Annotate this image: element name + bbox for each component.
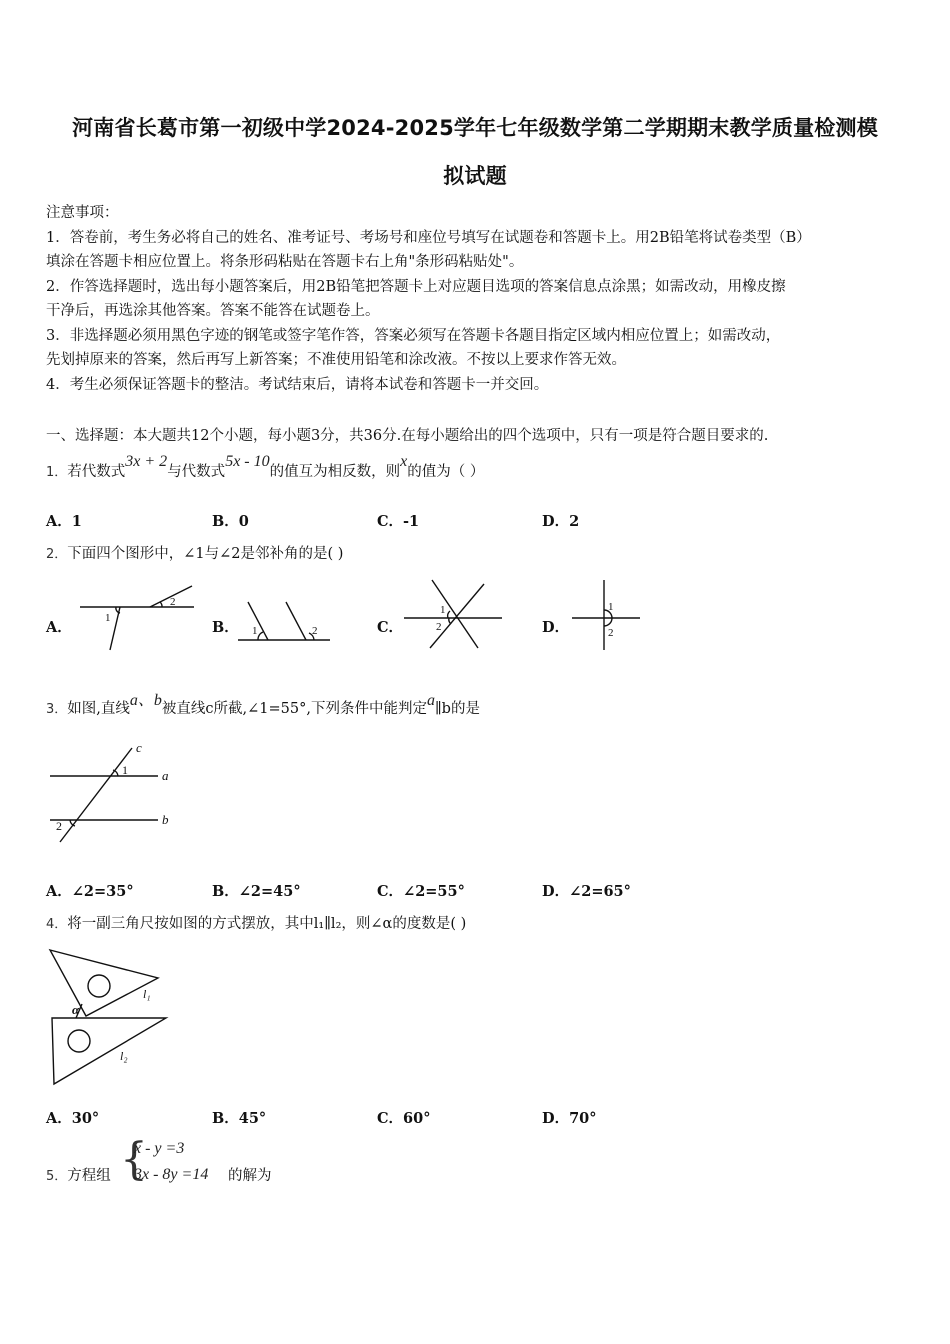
question-number: 3． bbox=[46, 702, 68, 717]
question-5-suffix: 的解为 bbox=[228, 1168, 272, 1184]
angle-label-1: 1 bbox=[122, 763, 128, 777]
q3-option-c[interactable]: C．∠2=55° bbox=[377, 883, 465, 900]
notice-line: 先划掉原来的答案，然后再写上新答案；不准使用铅笔和涂改液。不按以上要求作答无效。 bbox=[46, 352, 626, 368]
q4-figure bbox=[46, 946, 172, 1088]
question-text: 的值互为相反数，则 bbox=[269, 464, 401, 480]
question-4 bbox=[46, 914, 466, 935]
label-b: b bbox=[162, 812, 169, 827]
triangle-ruler-top bbox=[50, 950, 158, 1016]
q2-option-c[interactable]: C． bbox=[377, 619, 404, 636]
notice-line: 填涂在答题卡相应位置上。将条形码粘贴在答题卡右上角"条形码粘贴处"。 bbox=[46, 254, 524, 270]
q1-option-c[interactable]: C．-1 bbox=[377, 513, 420, 530]
q3-figure bbox=[46, 738, 176, 848]
q2-figure-c bbox=[402, 578, 506, 650]
exam-title-line1: 河南省长葛市第一初级中学2024-2025学年七年级数学第二学期期末教学质量检测模 bbox=[72, 116, 878, 140]
angle-label-1: 1 bbox=[440, 604, 446, 616]
ruler-hole bbox=[88, 975, 110, 997]
q4-option-a[interactable]: A．30° bbox=[46, 1110, 100, 1127]
figure-line bbox=[430, 584, 484, 648]
angle-arc bbox=[160, 602, 162, 607]
math-expression: 5x - 10 bbox=[225, 453, 270, 470]
question-text: ∠1=55°,下列条件中能判定 bbox=[247, 701, 427, 717]
angle-arc bbox=[449, 618, 451, 624]
equation-brace: { bbox=[120, 1134, 148, 1185]
angle-label-2: 2 bbox=[170, 596, 176, 608]
figure-line bbox=[248, 602, 268, 640]
question-text: 若代数式 bbox=[67, 464, 126, 480]
angle-label-1: 1 bbox=[252, 625, 258, 637]
question-text: 下面四个图形中，∠1与∠2是邻补角的是( ) bbox=[67, 546, 344, 562]
line-l2-label: l₂ bbox=[120, 1049, 128, 1063]
q4-option-d[interactable]: D．70° bbox=[542, 1110, 597, 1127]
q2-figure-a bbox=[76, 580, 196, 652]
question-text: 将一副三角尺按如图的方式摆放，其中l₁∥l₂，则∠α的度数是( ) bbox=[67, 916, 467, 932]
figure-line bbox=[110, 607, 120, 650]
notice-line: 1．答卷前，考生务必将自己的姓名、准考证号、考场号和座位号填写在试题卷和答题卡上。用2B铅笔将试卷类型（B） bbox=[46, 230, 811, 246]
q4-option-c[interactable]: C．60° bbox=[377, 1110, 431, 1127]
question-text: 的值为（ ） bbox=[407, 464, 485, 480]
figure-line bbox=[286, 602, 306, 640]
exam-title-line2: 拟试题 bbox=[443, 164, 507, 188]
notice-line: 2．作答选择题时，选出每小题答案后，用2B铅笔把答题卡上对应题目选项的答案信息点涂黑；如需改动，用橡皮擦 bbox=[46, 279, 786, 295]
equation-2: 3x - 8y =14 bbox=[134, 1166, 209, 1183]
notice-line: 4．考生必须保证答题卡的整洁。考试结束后，请将本试卷和答题卡一并交回。 bbox=[46, 377, 549, 393]
notice-line: 3．非选择题必须用黑色字迹的钢笔或签字笔作答，答案必须写在答题卡各题目指定区域内相应位置上；如需改动， bbox=[46, 328, 781, 344]
q2-option-a[interactable]: A． bbox=[46, 619, 72, 636]
angle-arc bbox=[113, 770, 118, 776]
angle-alpha-label: α bbox=[72, 1002, 80, 1017]
question-2 bbox=[46, 544, 343, 565]
question-number: 1． bbox=[46, 465, 68, 480]
math-expression: 3x + 2 bbox=[125, 453, 168, 470]
math-variable: a、b bbox=[129, 692, 162, 709]
triangle-ruler-bottom bbox=[52, 1018, 166, 1084]
question-number: 2． bbox=[46, 547, 68, 562]
q4-option-b[interactable]: B．45° bbox=[212, 1110, 267, 1127]
notice-heading: 注意事项： bbox=[46, 205, 119, 221]
angle-label-2: 2 bbox=[608, 627, 614, 639]
notice-line: 干净后，再选涂其他答案。答案不能答在试题卷上。 bbox=[46, 303, 380, 319]
q3-option-b[interactable]: B．∠2=45° bbox=[212, 883, 301, 900]
angle-label-2: 2 bbox=[56, 819, 62, 833]
question-number: 4． bbox=[46, 917, 68, 932]
label-c: c bbox=[136, 740, 142, 755]
question-5 bbox=[46, 1166, 111, 1187]
question-text: ∥b的是 bbox=[434, 701, 480, 717]
equation-1: x - y =3 bbox=[134, 1140, 185, 1157]
question-3 bbox=[46, 692, 480, 720]
q1-option-b[interactable]: B．0 bbox=[212, 513, 249, 530]
q2-option-b[interactable]: B． bbox=[212, 619, 239, 636]
label-a: a bbox=[162, 768, 169, 783]
angle-label-1: 1 bbox=[105, 612, 111, 624]
question-text: 被直线c所截, bbox=[161, 701, 248, 717]
ruler-hole bbox=[68, 1030, 90, 1052]
q1-option-a[interactable]: A．1 bbox=[46, 513, 82, 530]
line-l1-label: l₁ bbox=[143, 987, 151, 1001]
q2-figure-d bbox=[570, 578, 642, 652]
section-heading: 一、选择题：本大题共12个小题，每小题3分，共36分.在每小题给出的四个选项中，只有一项是符合题目要求的. bbox=[46, 428, 769, 444]
question-text: 方程组 bbox=[67, 1168, 111, 1184]
math-variable: x bbox=[400, 453, 408, 470]
q3-option-d[interactable]: D．∠2=65° bbox=[542, 883, 631, 900]
question-number: 5． bbox=[46, 1169, 68, 1184]
q2-option-d[interactable]: D． bbox=[542, 619, 570, 636]
q3-option-a[interactable]: A．∠2=35° bbox=[46, 883, 134, 900]
q1-option-d[interactable]: D．2 bbox=[542, 513, 580, 530]
question-text: 与代数式 bbox=[167, 464, 226, 480]
math-variable: a bbox=[426, 692, 435, 709]
angle-label-1: 1 bbox=[608, 601, 614, 613]
q2-figure-b bbox=[236, 598, 332, 644]
angle-label-2: 2 bbox=[436, 621, 442, 633]
question-text: 如图,直线 bbox=[67, 701, 130, 717]
question-1 bbox=[46, 453, 485, 483]
angle-arc bbox=[258, 632, 263, 640]
angle-label-2: 2 bbox=[312, 625, 318, 637]
angle-arc bbox=[448, 611, 450, 618]
